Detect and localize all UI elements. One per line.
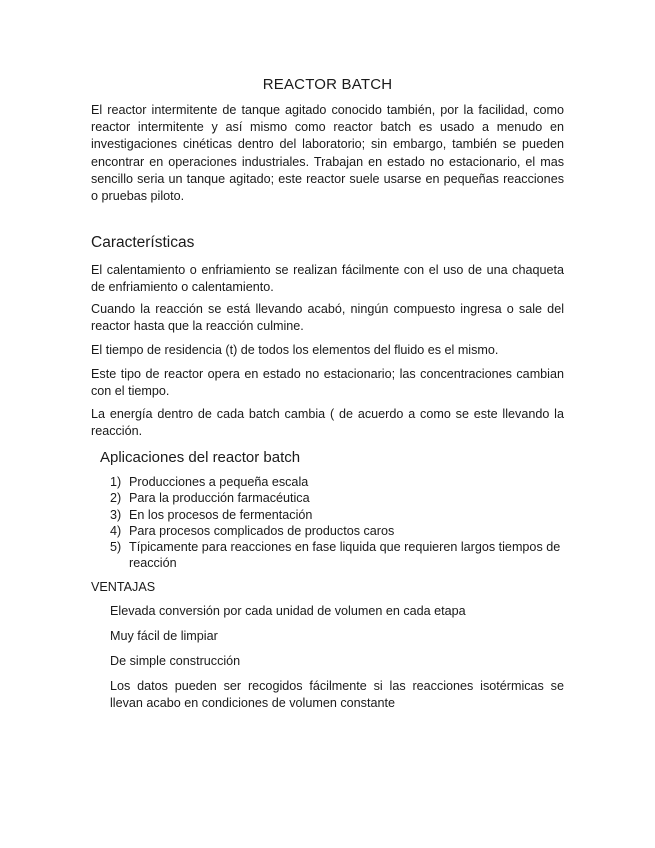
characteristic-paragraph: Cuando la reacción se está llevando acabó, ningún compuesto ingresa o sale del reactor hasta que la reacción culmine.: [91, 302, 564, 333]
list-item-text: Para la producción farmacéutica: [129, 491, 310, 506]
advantage-item: Muy fácil de limpiar: [110, 629, 218, 643]
intro-paragraph: El reactor intermitente de tanque agitado conocido también, por la facilidad, como reactor intermitente y así mismo como reactor batch es usado a menudo en investigaciones cinéticas dentro del laboratorio; sin embargo, también se pueden encontrar en operaciones industriales. Trabajan en estado no estacionario, el mas sencillo seria un tanque agitado; este reactor suele usarse en pequeñas reacciones o pruebas piloto.: [91, 103, 564, 204]
list-item: [110, 490, 564, 506]
section-heading-caracteristicas: Características: [91, 234, 195, 251]
list-item-text: Típicamente para reacciones en fase liquida que requieren largos tiempos de reacción: [129, 540, 561, 571]
list-item-text: En los procesos de fermentación: [129, 507, 313, 522]
document-title: REACTOR BATCH: [262, 76, 393, 93]
characteristic-paragraph: La energía dentro de cada batch cambia ( de acuerdo a como se este llevando la reacción.: [91, 407, 564, 438]
list-item: [110, 523, 564, 539]
list-number: 5): [110, 540, 122, 555]
section-heading-aplicaciones: Aplicaciones del reactor batch: [100, 449, 301, 466]
advantage-item: Los datos pueden ser recogidos fácilmente si las reacciones isotérmicas se llevan acabo en condiciones de volumen constante: [110, 679, 564, 710]
list-item: [110, 507, 564, 523]
list-item-text: Producciones a pequeña escala: [129, 475, 309, 489]
applications-list: [110, 474, 564, 572]
list-item: [110, 539, 564, 572]
characteristic-paragraph: El tiempo de residencia (t) de todos los elementos del fluido es el mismo.: [91, 343, 499, 357]
characteristic-paragraph: El calentamiento o enfriamiento se realizan fácilmente con el uso de una chaqueta de enfriamiento o calentamiento.: [91, 263, 564, 294]
list-item: [110, 474, 564, 490]
section-heading-ventajas: VENTAJAS: [91, 580, 156, 594]
list-number: 4): [110, 523, 122, 538]
list-number: 2): [110, 491, 122, 506]
characteristic-paragraph: Este tipo de reactor opera en estado no estacionario; las concentraciones cambian con el tiempo.: [91, 367, 564, 398]
list-item-text: Para procesos complicados de productos caros: [129, 523, 395, 538]
list-number: 3): [110, 507, 122, 522]
advantage-item: De simple construcción: [110, 654, 241, 668]
advantage-item: Elevada conversión por cada unidad de volumen en cada etapa: [110, 604, 466, 618]
list-number: 1): [110, 475, 122, 489]
